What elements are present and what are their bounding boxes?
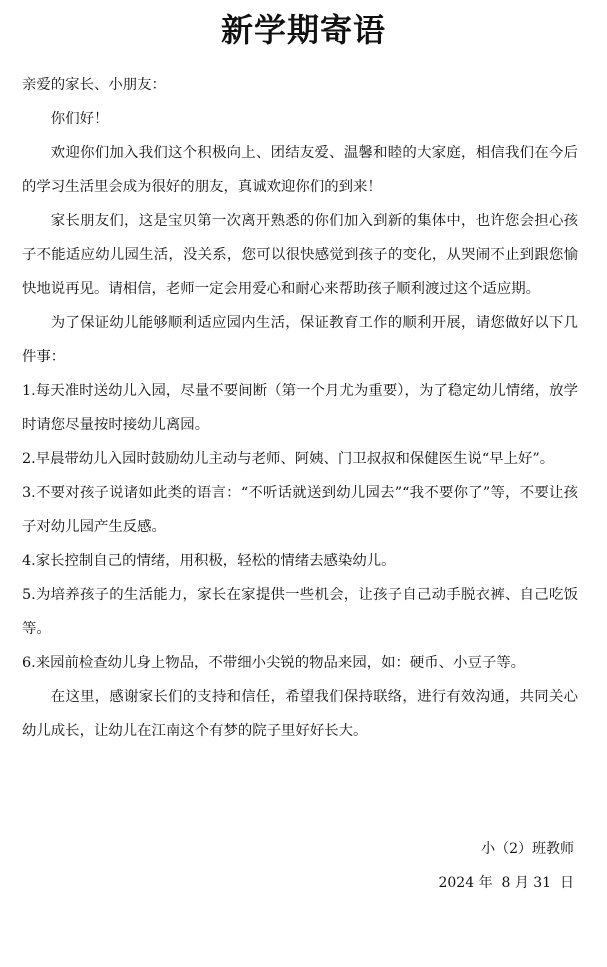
- list-item: 2.早晨带幼儿入园时鼓励幼儿主动与老师、阿姨、门卫叔叔和保健医生说“早上好”。: [22, 451, 555, 467]
- signature-name: 小（2）班教师: [481, 841, 574, 857]
- list-item: 3.不要对孩子说诸如此类的语言：“不听话就送到幼儿园去”“我不要你了”等，不要让孩子对幼儿园产生反感。: [22, 485, 578, 535]
- paragraph-welcome: 欢迎你们加入我们这个积极向上、团结友爱、温馨和睦的大家庭，相信我们在今后的学习生活里会成为很好的朋友，真诚欢迎你们的到来！: [22, 145, 578, 195]
- paragraph-intro-list: 为了保证幼儿能够顺利适应园内生活，保证教育工作的顺利开展，请您做好以下几件事：: [22, 315, 578, 365]
- signature-date: 2024 年 8 月 31 日: [438, 875, 574, 891]
- paragraph-closing: 在这里，感谢家长们的支持和信任，希望我们保持联络，进行有效沟通，共同关心幼儿成长，让幼儿在江南这个有梦的院子里好好长大。: [22, 689, 578, 739]
- hello-line: 你们好！: [50, 111, 109, 127]
- greeting: 亲爱的家长、小朋友：: [22, 77, 166, 93]
- list-item: 6.来园前检查幼儿身上物品，不带细小尖锐的物品来园，如：硬币、小豆子等。: [22, 655, 526, 671]
- list-item: 5.为培养孩子的生活能力，家长在家提供一些机会，让孩子自己动手脱衣裤、自己吃饭等。: [22, 587, 578, 637]
- page-title: 新学期寄语: [220, 11, 386, 49]
- paragraph-parents: 家长朋友们，这是宝贝第一次离开熟悉的你们加入到新的集体中，也许您会担心孩子不能适应幼儿园生活，没关系，您可以很快感觉到孩子的变化，从哭闹不止到跟您愉快地说再见。请相信，老师一定会用爱心和耐心来帮助孩子顺利渡过这个适应期。: [22, 213, 578, 297]
- list-item: 1.每天准时送幼儿入园，尽量不要间断（第一个月尤为重要），为了稳定幼儿情绪，放学时请您尽量按时接幼儿离园。: [22, 383, 578, 433]
- list-item: 4.家长控制自己的情绪，用积极，轻松的情绪去感染幼儿。: [22, 553, 396, 569]
- letter-body: [22, 68, 578, 748]
